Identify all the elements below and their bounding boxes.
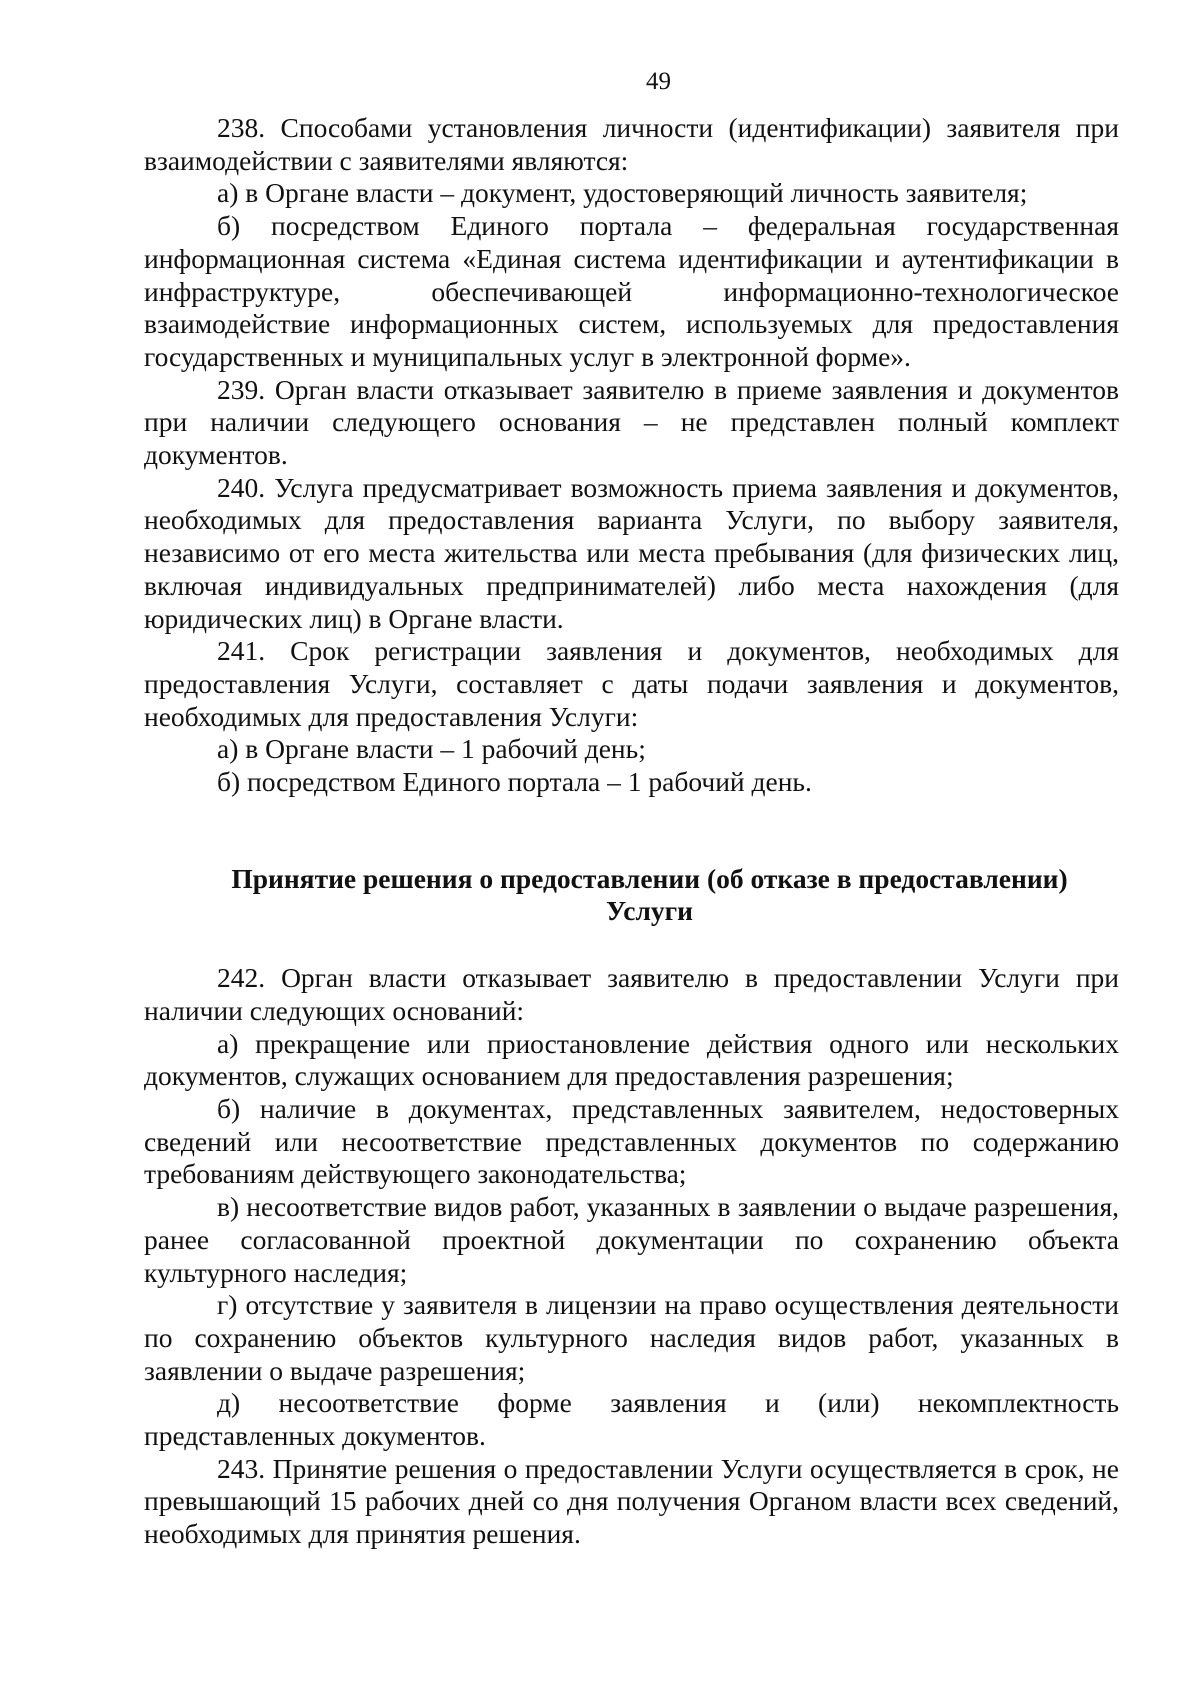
page-number: 49 [646, 68, 671, 95]
paragraph-242-b: б) наличие в документах, представленных заявителем, недостоверных сведений или несоответствие представленных документов по содержанию требованиям действующего законодательства; [144, 1092, 1119, 1190]
paragraph-242-g: г) отсутствие у заявителя в лицензии на право осуществления деятельности по сохранению объектов культурного наследия видов работ, указанных в заявлении о выдаче разрешения; [144, 1289, 1119, 1386]
paragraph-242: 242. Орган власти отказывает заявителю в предоставлении Услуги при наличии следующих оснований: [144, 962, 1119, 1026]
paragraph-241-a: а) в Органе власти – 1 рабочий день; [217, 733, 646, 765]
paragraph-238-a: а) в Органе власти – документ, удостоверяющий личность заявителя; [217, 177, 1028, 209]
section-heading-line-2: Услуги [606, 895, 693, 927]
paragraph-238-b: б) посредством Единого портала – федеральная государственная информационная система «Единая система идентификации и аутентификации в инфраструктуре, обеспечивающей информационно-технологическое взаимодействие информационных систем, используемых для предоставления государственных и муниципальных услуг в электронной форме». [144, 210, 1119, 372]
section-lower [144, 962, 1119, 1551]
paragraph-239: 239. Орган власти отказывает заявителю в приеме заявления и документов при наличии следующего основания – не представлен полный комплект документов. [144, 373, 1119, 471]
paragraph-240: 240. Услуга предусматривает возможность приема заявления и документов, необходимых для предоставления варианта Услуги, по выбору заявителя, независимо от его места жительства или места пребывания (для физических лиц, включая индивидуальных предпринимателей) либо места нахождения (для юридических лиц) в Органе власти. [144, 471, 1119, 634]
paragraph-242-a: а) прекращение или приостановление действия одного или нескольких документов, служащих основанием для предоставления разрешения; [144, 1027, 1119, 1092]
section-upper [144, 112, 1119, 799]
document-page [144, 66, 1119, 1551]
paragraph-242-d: д) несоответствие форме заявления и (или) некомплектность представленных документов. [144, 1387, 1119, 1452]
paragraph-243: 243. Принятие решения о предоставлении Услуги осуществляется в срок, не превышающий 15 рабочих дней со дня получения Органом власти всех сведений, необходимых для принятия решения. [144, 1452, 1119, 1550]
paragraph-241: 241. Срок регистрации заявления и документов, необходимых для предоставления Услуги, составляет с даты подачи заявления и документов, необходимых для предоставления Услуги: [144, 635, 1119, 732]
paragraph-241-b: б) посредством Единого портала – 1 рабочий день. [217, 766, 812, 798]
section-heading-line-1: Принятие решения о предоставлении (об отказе в предоставлении) [231, 862, 1068, 894]
paragraph-238: 238. Способами установления личности (идентификации) заявителя при взаимодействии с заявителями являются: [144, 112, 1119, 176]
paragraph-242-v: в) несоответствие видов работ, указанных в заявлении о выдаче разрешения, ранее согласованной проектной документации по сохранению объекта культурного наследия; [144, 1191, 1119, 1288]
section-heading [144, 863, 1119, 928]
